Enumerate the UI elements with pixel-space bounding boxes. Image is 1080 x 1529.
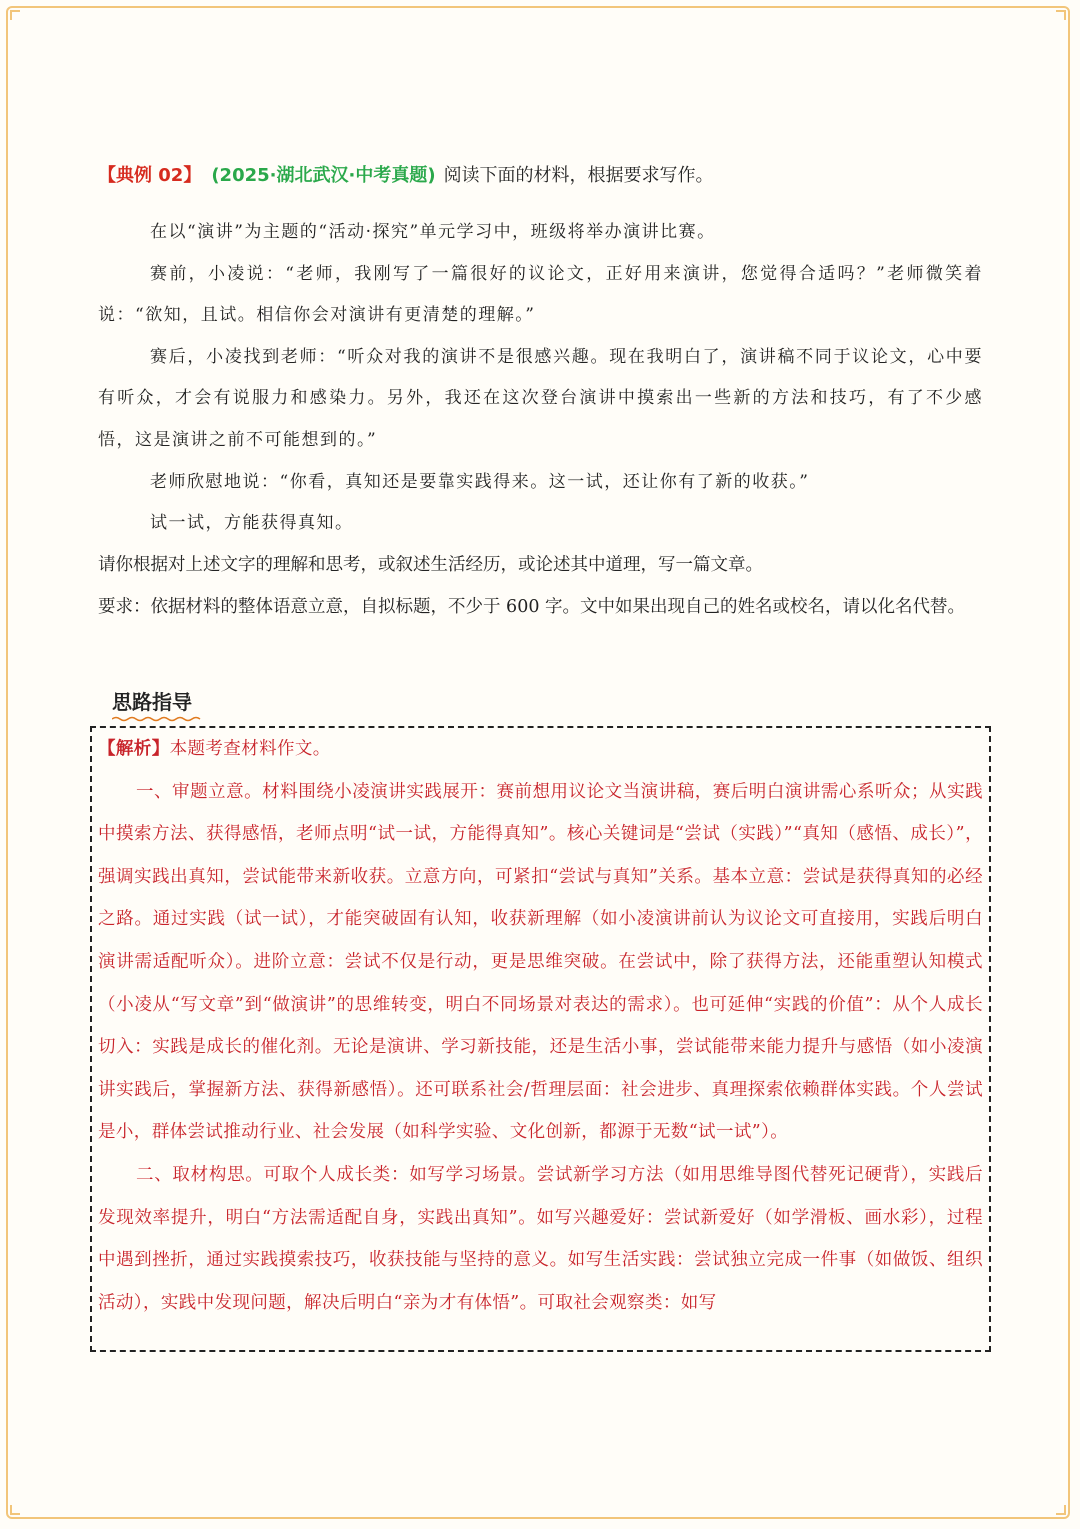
analysis-content (98, 728, 983, 1324)
wavy-underline-icon (112, 716, 202, 722)
example-tag: 【典例 02】 (98, 165, 202, 186)
section-title (112, 686, 192, 718)
corner-ornament (1056, 1505, 1066, 1515)
task-requirement: 要求：依据材料的整体语意立意，自拟标题，不少于 600 字。文中如果出现自己的姓名或校名，请以化名代替。 (98, 596, 966, 617)
corner-ornament (10, 1505, 20, 1515)
analysis-intro (98, 728, 983, 771)
exam-source: (2025·湖北武汉·中考真题) (211, 165, 436, 186)
analysis-paragraph: 一、审题立意。材料围绕小凌演讲实践展开：赛前想用议论文当演讲稿，赛后明白演讲需心系听众；从实践中摸索方法、获得感悟，老师点明“试一试，方能得真知”。核心关键词是“尝试（实践）”“真知（感悟、成长）”，强调实践出真知，尝试能带来新收获。立意方向，可紧扣“尝试与真知”关系。基本立意：尝试是获得真知的必经之路。通过实践（试一试），才能突破固有认知，收获新理解（如小凌演讲前认为议论文可直接用，实践后明白演讲需适配听众）。进阶立意：尝试不仅是行动，更是思维突破。在尝试中，除了获得方法，还能重塑认知模式（小凌从“写文章”到“做演讲”的思维转变，明白不同场景对表达的需求）。也可延伸“实践的价值”：从个人成长切入：实践是成长的催化剂。无论是演讲、学习新技能，还是生活小事，尝试能带来能力提升与感悟（如小凌演讲实践后，掌握新方法、获得新感悟）。还可联系社会/哲理层面：社会进步、真理探索依赖群体实践。个人尝试是小，群体尝试推动行业、社会发展（如科学实验、文化创新，都源于无数“试一试”）。 (98, 781, 983, 1143)
material-paragraph: 试一试，方能获得真知。 (150, 513, 354, 534)
material-passage (98, 212, 983, 545)
material-paragraph: 赛后，小凌找到老师：“听众对我的演讲不是很感兴趣。现在我明白了，演讲稿不同于议论文，心中要有听众，才会有说服力和感染力。另外，我还在这次登台演讲中摸索出一些新的方法和技巧，有了不少感悟，这是演讲之前不可能想到的。” (98, 346, 983, 450)
analysis-paragraph: 二、取材构思。可取个人成长类：如写学习场景。尝试新学习方法（如用思维导图代替死记硬背），实践后发现效率提升，明白“方法需适配自身，实践出真知”。如写兴趣爱好：尝试新爱好（如学滑板、画水彩），过程中遇到挫折，通过实践摸索技巧，收获技能与坚持的意义。如写生活实践：尝试独立完成一件事（如做饭、组织活动），实践中发现问题，解决后明白“亲为才有体悟”。可取社会观察类：如写 (98, 1164, 983, 1313)
instruction-text: 阅读下面的材料，根据要求写作。 (443, 165, 714, 186)
guide-title-text: 思路指导 (112, 690, 192, 714)
material-paragraph: 赛前，小凌说：“老师，我刚写了一篇很好的议论文，正好用来演讲，您觉得合适吗？”老师微笑着说：“欲知，且试。相信你会对演讲有更清楚的理解。” (98, 263, 983, 326)
writing-task (98, 545, 983, 628)
material-paragraph: 老师欣慰地说：“你看，真知还是要靠实践得来。这一试，还让你有了新的收获。” (150, 471, 810, 492)
task-prompt: 请你根据对上述文字的理解和思考，或叙述生活经历，或论述其中道理，写一篇文章。 (98, 555, 763, 575)
analysis-intro-text: 本题考查材料作文。 (169, 739, 331, 759)
example-header (98, 160, 998, 192)
material-paragraph: 在以“演讲”为主题的“活动·探究”单元学习中，班级将举办演讲比赛。 (150, 222, 716, 242)
analysis-label: 【解析】 (98, 739, 170, 759)
corner-ornament (1056, 10, 1066, 20)
corner-ornament (10, 10, 20, 20)
